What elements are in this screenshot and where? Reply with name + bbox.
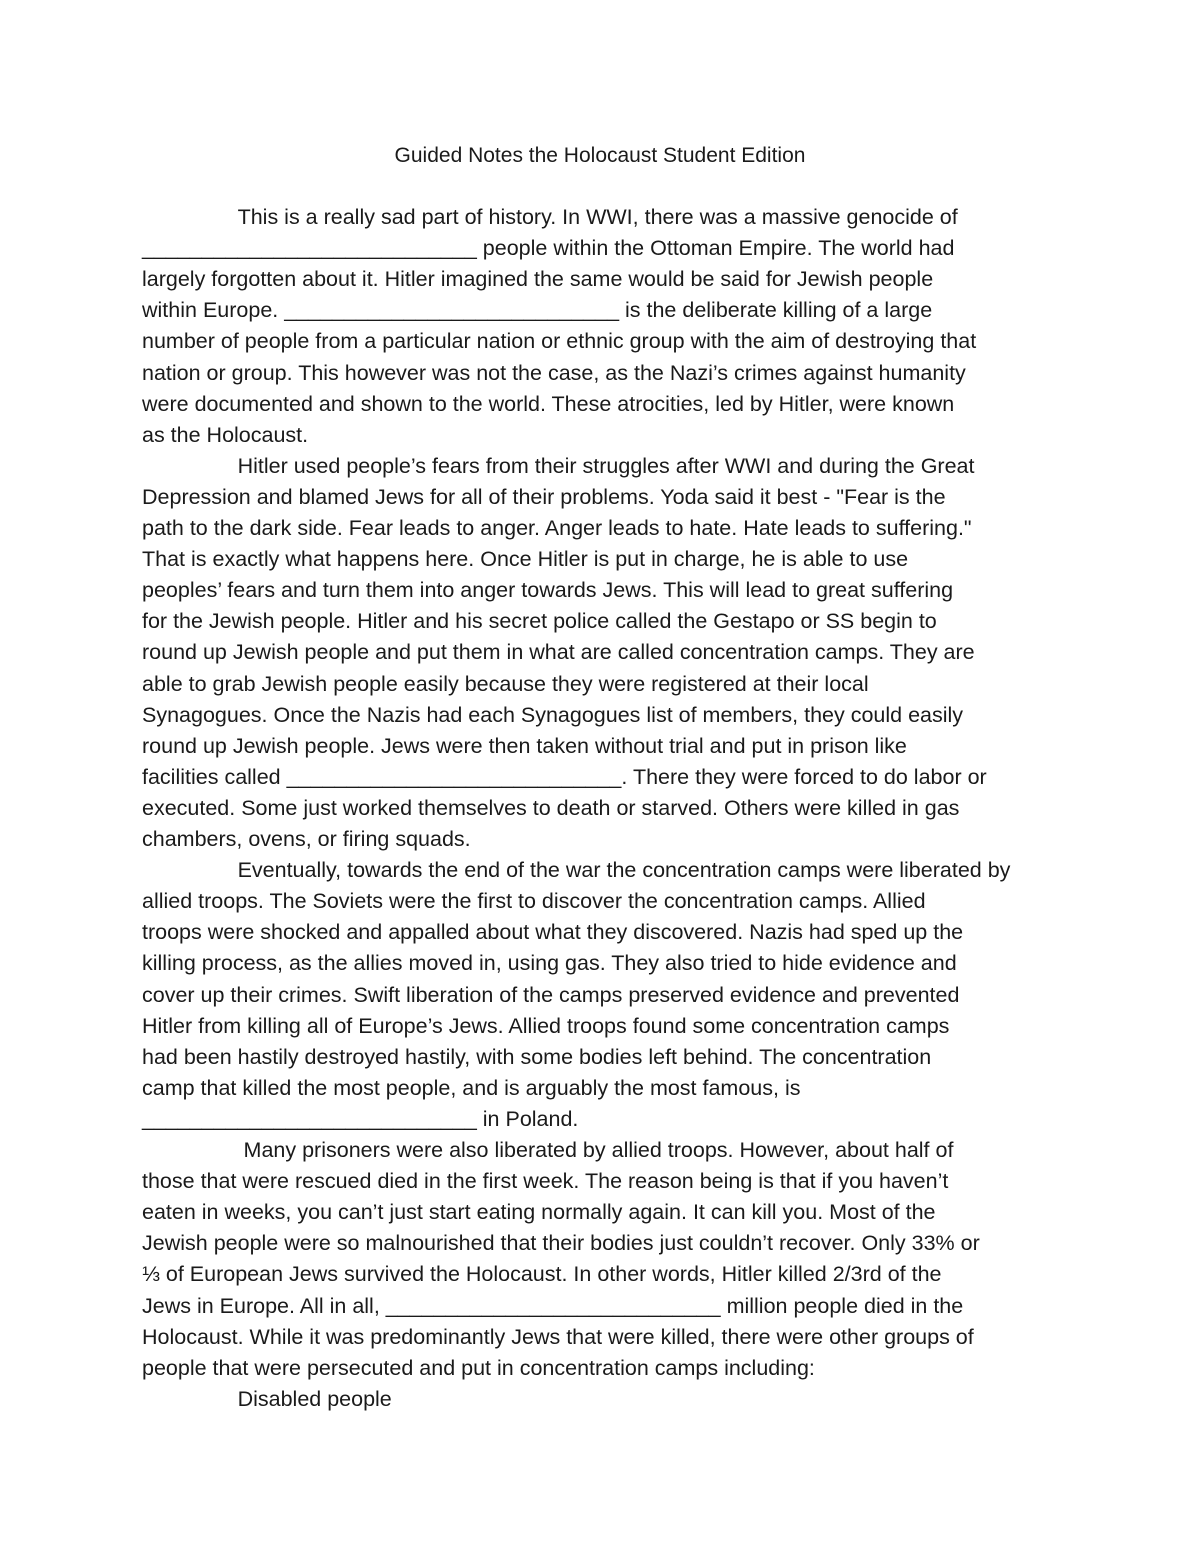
text-line: ____________________________ in Poland.: [142, 1106, 579, 1131]
text-line: facilities called ____________________________. There they were forced to do labor or: [142, 764, 987, 789]
text-line: Holocaust. While it was predominantly Jews that were killed, there were other groups of: [142, 1324, 974, 1349]
text-line: Eventually, towards the end of the war the concentration camps were liberated by: [142, 858, 1011, 883]
text-line: Disabled people: [142, 1386, 392, 1411]
text-line: troops were shocked and appalled about what they discovered. Nazis had sped up the: [142, 920, 964, 945]
text-line: This is a really sad part of history. In WWI, there was a massive genocide of: [142, 205, 958, 229]
text-line: Hitler from killing all of Europe’s Jews. Allied troops found some concentration camps: [142, 1013, 950, 1038]
text-line: able to grab Jewish people easily because they were registered at their local: [142, 671, 869, 696]
text-line: were documented and shown to the world. These atrocities, led by Hitler, were known: [142, 391, 955, 416]
text-line: Many prisoners were also liberated by allied troops. However, about half of: [142, 1138, 954, 1162]
text-line: allied troops. The Soviets were the first to discover the concentration camps. Allied: [142, 889, 926, 914]
text-line: people that were persecuted and put in concentration camps including:: [142, 1355, 815, 1380]
text-line: round up Jewish people and put them in what are called concentration camps. They are: [142, 640, 975, 665]
text-line: killing process, as the allies moved in, using gas. They also tried to hide evidence and: [142, 951, 957, 976]
text-line: Synagogues. Once the Nazis had each Synagogues list of members, they could easily: [142, 702, 964, 727]
text-line: Depression and blamed Jews for all of their problems. Yoda said it best - "Fear is the: [142, 484, 946, 509]
text-line: Jewish people were so malnourished that their bodies just couldn’t recover. Only 33% or: [142, 1231, 980, 1256]
text-line: as the Holocaust.: [142, 422, 309, 447]
text-line: peoples’ fears and turn them into anger towards Jews. This will lead to great suffering: [142, 578, 954, 603]
text-line: within Europe. ____________________________ is the deliberate killing of a large: [142, 298, 933, 323]
text-line: ⅓ of European Jews survived the Holocaust. In other words, Hitler killed 2/3rd of the: [142, 1262, 942, 1287]
text-line: largely forgotten about it. Hitler imagined the same would be said for Jewish people: [142, 267, 934, 292]
document-title: Guided Notes the Holocaust Student Edition: [394, 144, 806, 167]
text-line: eaten in weeks, you can’t just start eating normally again. It can kill you. Most of the: [142, 1200, 936, 1225]
text-line: Jews in Europe. All in all, ____________________________ million people died in the: [142, 1293, 964, 1318]
text-line: chambers, ovens, or firing squads.: [142, 827, 471, 851]
text-line: camp that killed the most people, and is arguably the most famous, is: [142, 1075, 801, 1100]
text-line: number of people from a particular nation or ethnic group with the aim of destroying that: [142, 329, 977, 354]
text-line: path to the dark side. Fear leads to anger. Anger leads to hate. Hate leads to suffering.": [142, 516, 972, 540]
text-line: for the Jewish people. Hitler and his secret police called the Gestapo or SS begin to: [142, 609, 937, 634]
text-line: had been hastily destroyed hastily, with some bodies left behind. The concentration: [142, 1044, 932, 1069]
text-line: those that were rescued died in the first week. The reason being is that if you haven’t: [142, 1169, 949, 1194]
text-line: executed. Some just worked themselves to death or starved. Others were killed in gas: [142, 795, 960, 820]
text-line: Hitler used people’s fears from their struggles after WWI and during the Great: [142, 453, 975, 478]
text-line: That is exactly what happens here. Once Hitler is put in charge, he is able to use: [142, 547, 909, 572]
text-line: round up Jewish people. Jews were then taken without trial and put in prison like: [142, 733, 907, 758]
text-line: cover up their crimes. Swift liberation of the camps preserved evidence and prevented: [142, 982, 960, 1007]
text-line: ____________________________ people within the Ottoman Empire. The world had: [142, 236, 955, 261]
text-line: nation or group. This however was not the case, as the Nazi’s crimes against humanity: [142, 360, 966, 385]
